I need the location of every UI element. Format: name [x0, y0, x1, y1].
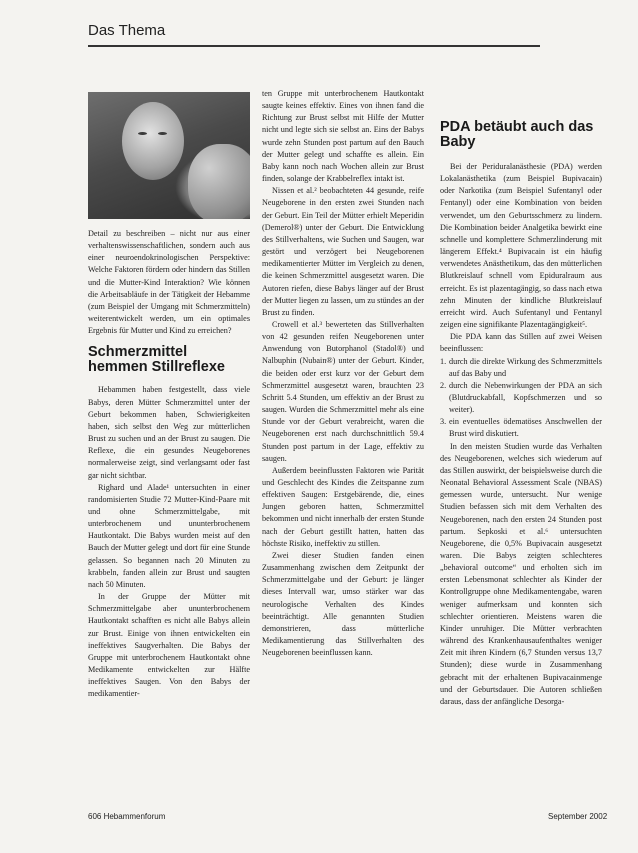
pda-effects-list: [440, 356, 602, 441]
section-title: Das Thema: [88, 22, 166, 39]
page-header: [88, 22, 165, 39]
col2-paragraph: Außerdem beeinflussten Faktoren wie Parität und Geschlecht des Kindes die Zeitspanne zum effektiven Saugen: Erstgebärende, die, eines Jungen geboren hatten, Schmerzmittel bekommen und nicht innerhalb der ersten Stunde nach der Geburt gestillt hatten, hatten das höchste Risiko, ineffektiv zu stillen.: [262, 465, 424, 548]
col2-paragraph: Nissen et al.² beobachteten 44 gesunde, reife Neugeborene in den ersten zwei Stunden nach der Geburt. Ein Teil der Mütter erhielt Meperidin (Demerol®) unter der Geburt. Die Entwicklung des Stillverhaltens, wie Suchen und Saugen, war gestört und verzögert bei Neugeborenen medikamentierter Mütter im Vergleich zu denen, die keinen Schmerzmittel ausgesetzt waren. Die Autoren riefen, diese Babys länger auf der Brust der Mutter liegen zu lassen, um zu stündes an der Brust zu finden.: [262, 186, 424, 317]
col3-paragraph: Bei der Periduralanästhesie (PDA) werden Lokalanästhetika (zum Beispiel Bupivacain) oder Narkotika (zum Beispiel Sufentanyl oder Fentanyl) oder eine Kombination von beiden verwendet, um den Geburtsschmerz zu lindern. Die Kombination beider Analgetika bewirkt eine schnelle und komplettere Schmerzlinderung mit längerem Effekt.⁴ Bupivacain ist ein häufig verwendetes Anästhetikum, das den mütterlichen Blutkreislauf schnell vom Epiduralraum aus erreicht. Es ist plazentagängig, so dass nach etwa zehn Minuten der kindliche Blutkreislauf erreicht wird. Auch Sufentanyl und Fentanyl zeigen eine signifikante Plazentagängigkeit⁵.: [440, 162, 602, 330]
col1-paragraph: In der Gruppe der Mütter mit Schmerzmittelgabe aber ununterbrochenem Hautkontakt schafften es nicht alle Babys allein zur Brust. Einige von ihnen entwickelten ein ineffektives Saugverhalten. Die Babys der Gruppe mit unterbrochenem Hautkontakt ohne Medikamente entwickelten zur Hälfte ineffektives Saugen. Von den Babys der medikamentier-: [88, 592, 250, 699]
column-1: [88, 228, 250, 700]
footer-page-info: 606 Hebammenforum: [88, 812, 166, 821]
col2-paragraph: Crowell et al.³ bewerteten das Stillverhalten von 42 gesunden reifen Neugeborenen unter Anwendung von Butorphanol (Stadol®) und Nalbuphin (Nubain®) unter der Geburt. Kinder, die beiden oder erst kurz vor der Geburt dem Schmerzmittel ausgesetzt waren, brauchten 23 Schritt 5.4 Stunden, um effektiv an der Brust zu saugen. Wurden die Schmerzmittel mehr als eine Stunde vor der Geburt verabreicht, waren die Neugeborenen erst nach durchschnittlich 59.4 Stunden post partum in der Lage, effektiv zu saugen.: [262, 319, 424, 463]
list-item: 1. durch die direkte Wirkung des Schmerzmittels auf das Baby und: [440, 356, 602, 378]
col1-paragraph: Righard und Alade¹ untersuchten in einer randomisierten Studie 72 Mutter-Kind-Paare mit und ohne Schmerzmittelgabe, mit unterbrochenem und ununterbrochenem Hautkontakt. Die Babys wurden meist auf den Bauch der Mutter gelegt und dort für eine Stunde gelassen. So begannen nach 20 Minuten zu krabbeln, fanden allein zur Brust und saugten nach 50 Minuten.: [88, 482, 250, 589]
col2-paragraph: Zwei dieser Studien fanden einen Zusammenhang zwischen dem Zeitpunkt der Schmerzmittelgabe und der Geburt: je länger dieses Intervall war, umso stärker war das neurologische Verhalten des Kindes beeinträchtigt. Alle genannten Studien demonstrieren, dass mütterliche Medikamentierung das Stillverhalten des Neugeborenen beeinflussen kann.: [262, 550, 424, 658]
baby-eye-right: [158, 132, 167, 135]
col1-paragraph: Detail zu beschreiben – nicht nur aus einer verhaltenswissenschaftlichen, sondern auch aus einer neuroendokrinologischen Perspektive: Welche Faktoren fördern oder hindern das Stillen und die Mutter-Kind Interaktion? Wie können die Arbeitsabläufe in der Tätigkeit der Hebamme (zum Beispiel der Umgang mit Schmerzmitteln) weiterentwickelt werden, um ein optimales Ergebnis für Mutter und Kind zu erreichen?: [88, 229, 250, 336]
column-2: [262, 88, 424, 659]
baby-face: [122, 102, 184, 180]
header-rule: [88, 45, 540, 47]
baby-photo: [88, 92, 250, 219]
list-item: 3. ein eventuelles ödematöses Anschwellen der Brust wird diskutiert.: [440, 417, 602, 439]
subheading-pda: PDA betäubt auch das Baby: [440, 119, 594, 150]
subheading-schmerzmittel: Schmerzmittel hemmen Stillreflexe: [88, 344, 225, 376]
baby-eye-left: [138, 132, 147, 135]
mother-breast: [188, 144, 250, 219]
col3-paragraph: Die PDA kann das Stillen auf zwei Weisen beeinflussen:: [440, 332, 602, 354]
list-item: 2. durch die Nebenwirkungen der PDA an sich (Blutdruckabfall, Kopfschmerzen und so weiter).: [440, 380, 602, 415]
col3-paragraph: In den meisten Studien wurde das Verhalten des Neugeborenen, welches sich wiederum auf das Stillen auswirkt, der beispielsweise durch die Neonatal Behavioral Assessment Scale (NBAS) gemessen wurde, untersucht. Nur wenige Studien befassen sich mit dem Verhalten des Neugeborenen, nach den ersten 24 Stunden post partum. Sepkoski et al.⁶ untersuchten Neugeborene, die 0,5% Bupivacain ausgesetzt waren. Die Babys zeigten schlechteres „behavioral outcome“ und erholten sich im ersten Lebensmonat schlechter als Kinder der Kontrollgruppe ohne Medikamentengabe, waren weniger aufmerksam und konnten sich schlechter orientieren. Meistens waren die Kinder unruhiger. Die Mütter verbrachten während des Krankenhausaufenthaltes weniger Zeit mit ihren Kindern (6,7 Stunden versus 13,7 Stunden); diese wurde in Zusammenhang gebracht mit der erhaltenen Bupivacainmenge und der Geburtsdauer. Die Autoren schließen daraus, dass der anfängliche Desorga-: [440, 441, 602, 706]
col2-paragraph: ten Gruppe mit unterbrochenem Hautkontakt saugte keines effektiv. Eines von ihnen fand die Richtung zur Brust selbst mit Hilfe der Mutter nicht und legte sich sie selbst an. Eins der Babys wurde zehn Stunden post partum auf den Bauch der Mutter gelegt und schaffte es allein. Ein Baby kann noch nach Wochen allein zur Brust finden, solange der Krabbelreflex intakt ist.: [262, 89, 424, 184]
col1-paragraph: Hebammen haben festgestellt, dass viele Babys, deren Mütter Schmerzmittel unter der Geburt bekommen haben, Schwierigkeiten haben, sich selbst den Weg zur mütterlichen Brust zu suchen und an der Brust zu saugen. Die Reflexe, die ein gesundes Neugeborenes normalerweise zeigt, sind verlangsamt oder fast gar nicht sichtbar.: [88, 385, 250, 480]
footer-date: September 2002: [548, 812, 608, 821]
column-3: [440, 120, 602, 708]
